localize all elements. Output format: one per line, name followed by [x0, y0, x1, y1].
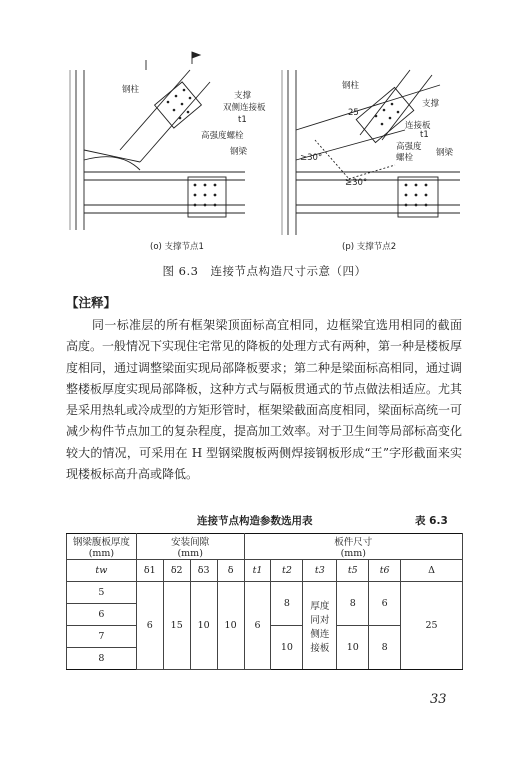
t3-line: 厚度	[310, 600, 330, 612]
col-header: t3	[303, 560, 337, 582]
label-angle1-b: ≥30°	[300, 153, 323, 163]
header-tw-label: 钢梁腹板厚度	[72, 537, 130, 548]
tw-cell: 7	[67, 626, 137, 648]
t6-cell-b: 8	[369, 626, 401, 670]
t3-cell	[303, 582, 337, 670]
note-paragraph	[66, 315, 462, 485]
col-header: tw	[67, 560, 137, 582]
label-angle2-b: ≥30°	[345, 178, 368, 188]
header-tw-group	[67, 534, 137, 560]
col-header: δ2	[163, 560, 190, 582]
header-plate-label: 板件尺寸	[334, 537, 373, 548]
tw-cell: 5	[67, 582, 137, 604]
label-bolt1-b: 高强度	[396, 142, 422, 152]
col-header: δ1	[136, 560, 163, 582]
label-column-a: 钢柱	[122, 85, 140, 95]
header-gap-label: 安装间隙	[171, 537, 210, 548]
t6-cell-a: 6	[369, 582, 401, 626]
col-header: Δ	[401, 560, 463, 582]
t3-line: 侧连	[310, 628, 330, 640]
connection-figure	[60, 30, 470, 260]
label-brace-a: 支撑	[234, 91, 252, 101]
delta-cell: 10	[217, 582, 244, 670]
label-bolt-a: 高强度螺栓	[201, 131, 244, 141]
header-plate-group	[244, 534, 462, 560]
node-diagram-1	[70, 52, 245, 230]
t2-cell-a: 8	[271, 582, 303, 626]
col-header: δ	[217, 560, 244, 582]
subcaption-b: (p) 支撑节点2	[342, 242, 397, 252]
label-beam-b: 钢梁	[436, 148, 454, 158]
note-heading: 【注释】	[66, 295, 117, 310]
tw-cell: 6	[67, 604, 137, 626]
label-beam-a: 钢梁	[230, 147, 248, 157]
t2-cell-b: 10	[271, 626, 303, 670]
delta1-cell: 6	[136, 582, 163, 670]
label-plate-b: 连接板	[405, 121, 431, 131]
big-delta-cell: 25	[401, 582, 463, 670]
label-brace-b: 支撑	[422, 99, 440, 109]
subcaption-a: (o) 支撑节点1	[150, 242, 204, 252]
parameter-table	[66, 533, 463, 670]
label-plates-a: 双侧连接板	[223, 103, 266, 113]
header-tw-unit: (mm)	[88, 548, 115, 559]
col-header: t6	[369, 560, 401, 582]
page-number: 33	[430, 692, 447, 707]
header-gap-unit: (mm)	[177, 548, 203, 559]
col-header: t5	[337, 560, 369, 582]
table-title: 连接节点构造参数选用表	[197, 515, 313, 527]
t1-cell: 6	[244, 582, 271, 670]
tw-cell: 8	[67, 648, 137, 670]
note-text: 同一标准层的所有框架梁顶面标高宜相同，边框梁宜选用相同的截面高度。一般情况下实现住宅常见的降板的处理方式有两种，第一种是楼板厚度相同，通过调整梁面实现局部降板要求；第二种是梁面标高相同，通过调整楼板厚度实现局部降板，这种方式与隔板贯通式的节点做法相适应。尤其是采用热轧或冷成型的方矩形管时，框架梁截面高度相同，梁面标高统一可减少构件节点加工的复杂程度，提高加工效率。对于卫生间等局部标高变化较大的情况，可采用在 H 型钢梁腹板两侧焊接钢板形成“王”字形截面来实现楼板标高升高或降低。	[66, 318, 463, 482]
t3-line: 接板	[310, 642, 330, 654]
col-header: δ3	[190, 560, 217, 582]
delta2-cell: 15	[163, 582, 190, 670]
t3-line: 同对	[310, 614, 330, 626]
delta3-cell: 10	[190, 582, 217, 670]
t5-cell-b: 10	[337, 626, 369, 670]
label-column-b: 钢柱	[342, 81, 360, 91]
header-plate-unit: (mm)	[340, 548, 366, 559]
col-header: t2	[271, 560, 303, 582]
label-bolt2-b: 螺栓	[396, 153, 414, 163]
figure-caption: 图 6.3 连接节点构造尺寸示意（四）	[162, 264, 367, 278]
header-gap-group	[136, 534, 244, 560]
label-t1-b: t1	[420, 130, 429, 140]
label-gap-b: 25	[348, 108, 359, 118]
label-t1-a: t1	[238, 115, 247, 125]
table-number: 表 6.3	[415, 515, 448, 527]
col-header: t1	[244, 560, 271, 582]
t5-cell-a: 8	[337, 582, 369, 626]
